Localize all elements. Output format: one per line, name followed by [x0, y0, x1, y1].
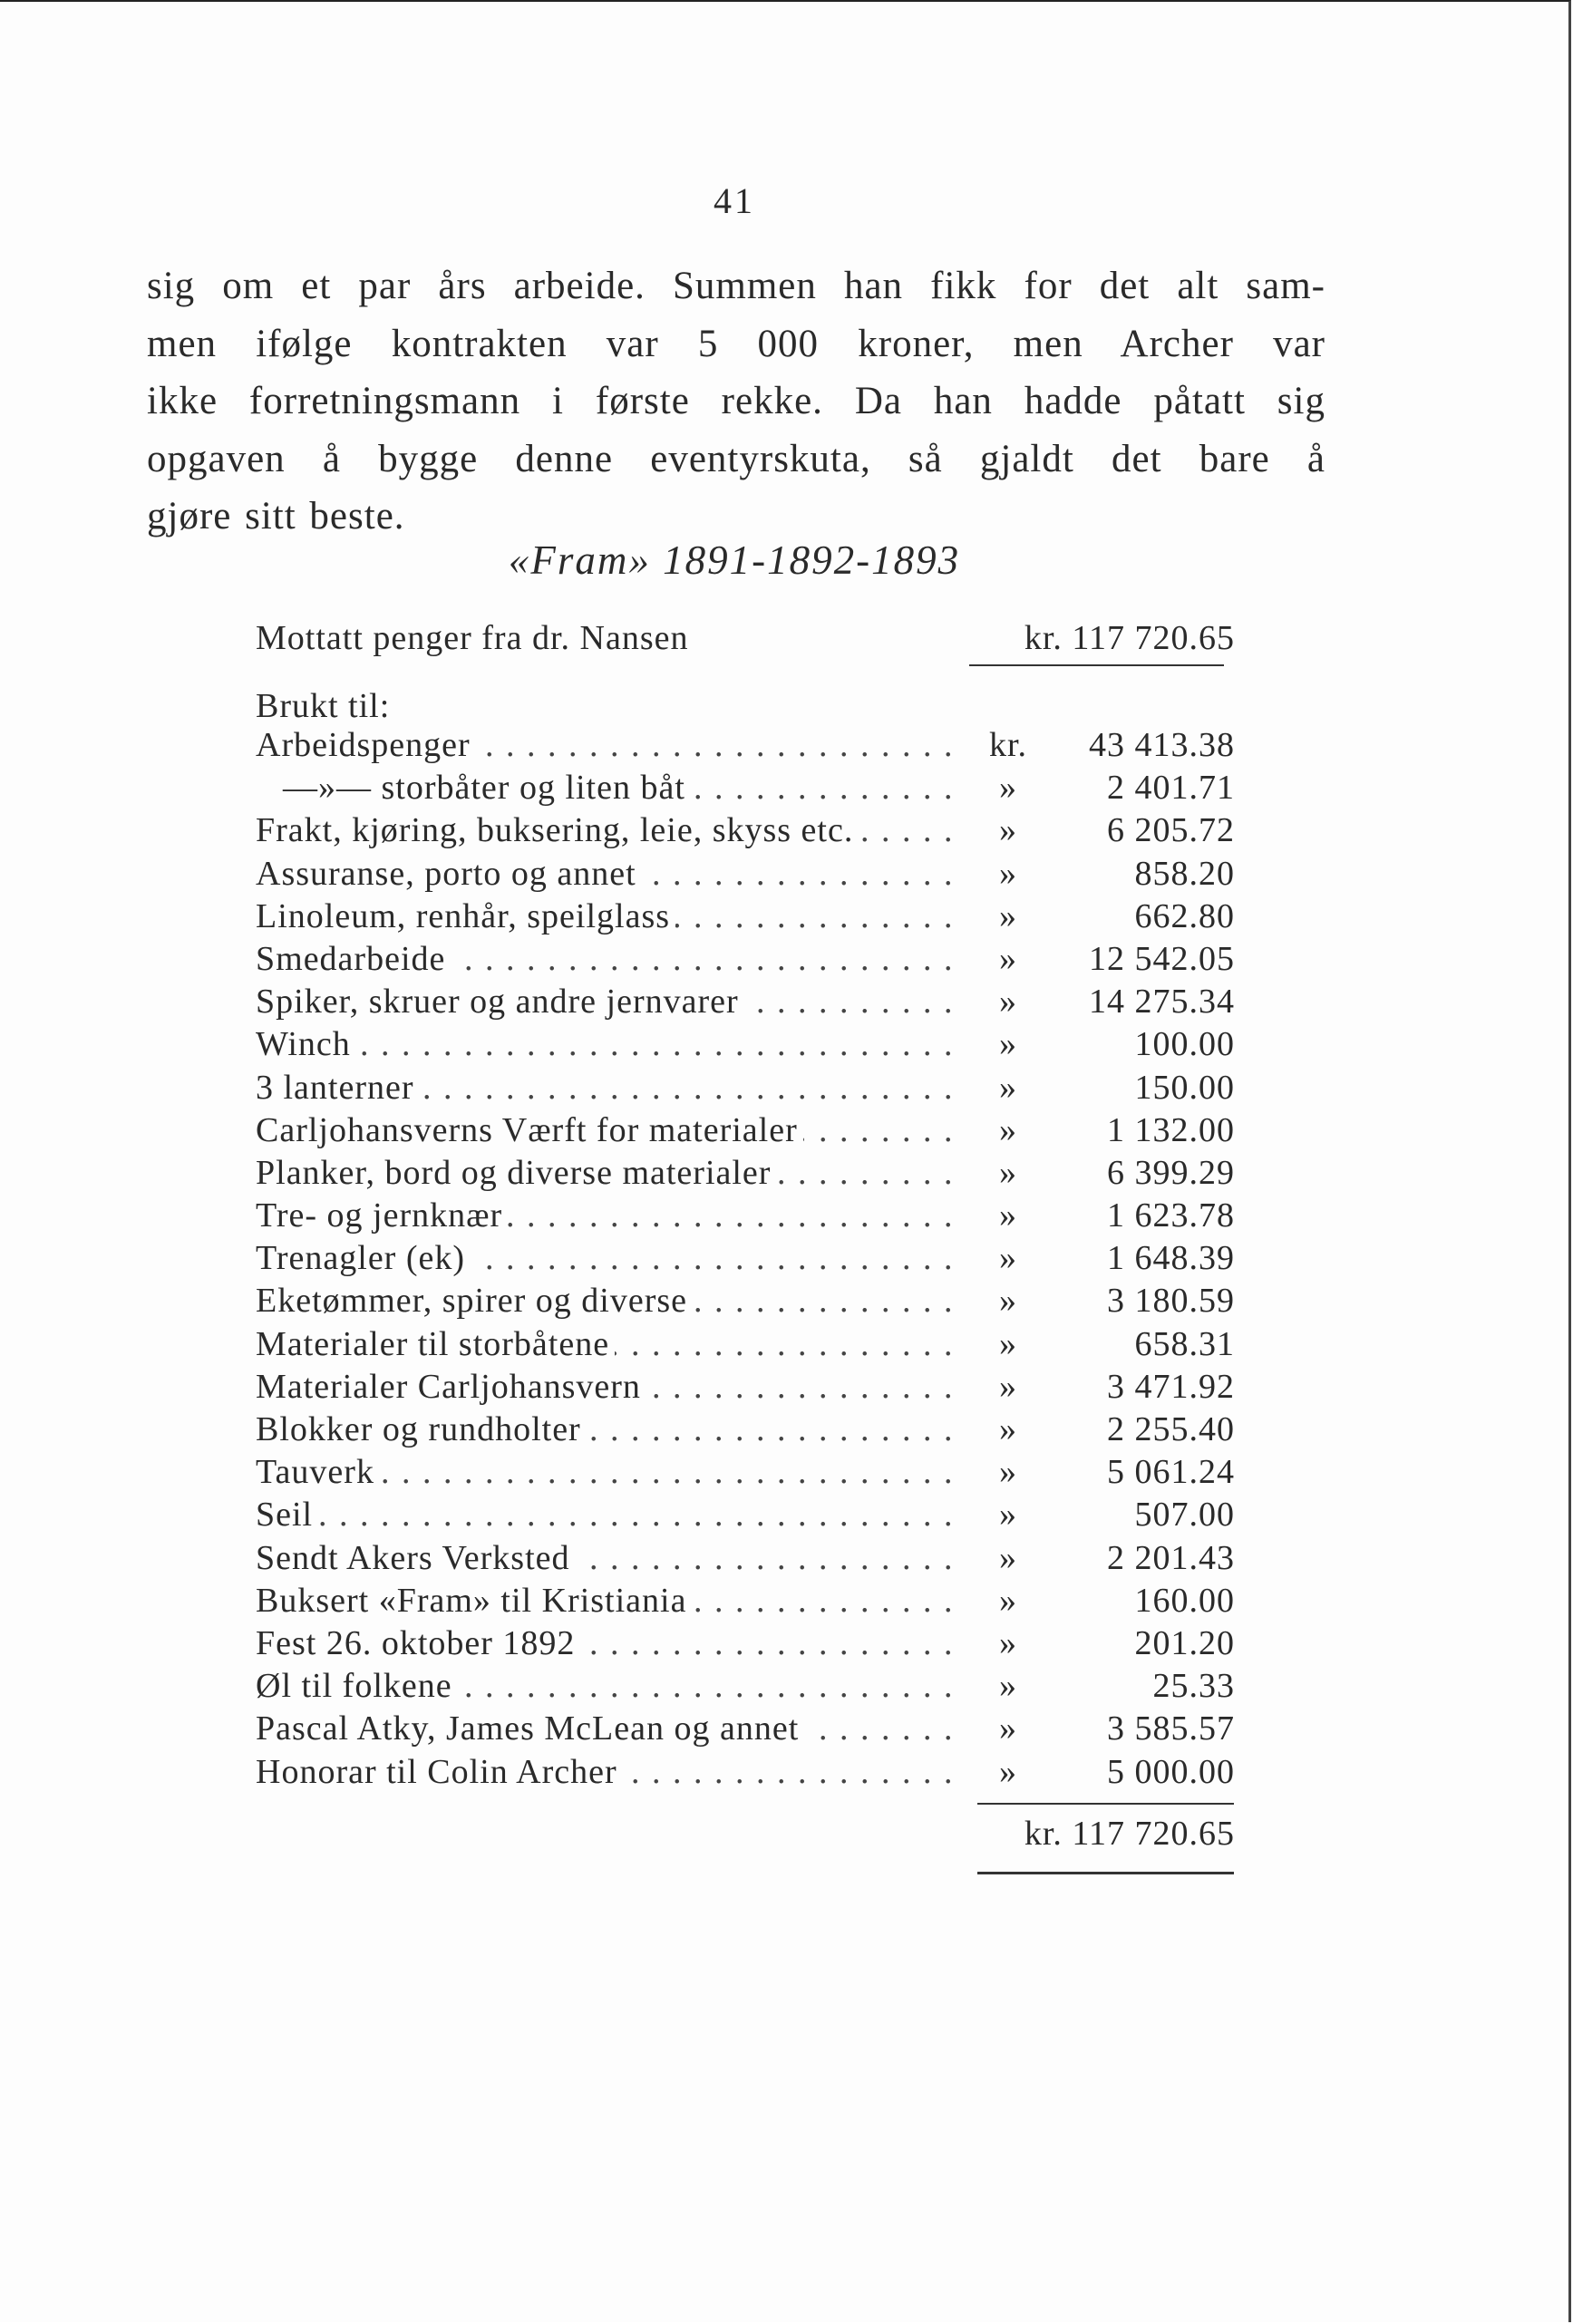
ledger-description	[256, 1323, 950, 1366]
ledger-currency: »	[999, 1496, 1017, 1535]
ledger-description	[256, 1237, 950, 1280]
ledger-description	[256, 981, 950, 1023]
ledger-currency: kr.	[988, 726, 1028, 764]
ledger-currency: »	[999, 1025, 1017, 1064]
ledger-description	[256, 724, 950, 767]
ledger-currency: »	[999, 1623, 1017, 1662]
ledger-amount: 5 061.24	[1107, 1453, 1235, 1492]
paragraph-line: men ifølge kontrakten var 5 000 kroner, men Archer var	[147, 322, 1325, 365]
ledger-amount: 507.00	[1134, 1496, 1235, 1535]
ledger-row	[256, 1708, 1235, 1750]
ledger-row	[256, 1109, 1235, 1152]
ledger-description-text: 3 lanterner	[256, 1069, 420, 1107]
ledger-description-text: —»— storbåter og liten båt	[256, 769, 691, 807]
ledger-currency: »	[999, 769, 1017, 808]
ledger-currency: »	[999, 1110, 1017, 1149]
ledger-currency: »	[999, 939, 1017, 978]
ledger-amount: 43 413.38	[1089, 726, 1235, 764]
ledger-amount: 100.00	[1134, 1025, 1235, 1064]
ledger-row	[256, 1409, 1235, 1451]
ledger-description	[256, 1665, 950, 1708]
ledger-description	[256, 809, 950, 852]
ledger-currency: »	[999, 1538, 1017, 1577]
received-row	[256, 618, 1235, 669]
ledger-description-text: Eketømmer, spirer og diverse	[256, 1282, 693, 1320]
ledger-row	[256, 1023, 1235, 1066]
ledger-total: kr. 117 720.65	[1024, 1815, 1235, 1853]
ledger-currency: »	[999, 1581, 1017, 1620]
ledger-currency: »	[999, 1709, 1017, 1748]
received-label: Mottatt penger fra dr. Nansen	[256, 619, 689, 657]
ledger-currency: »	[999, 1068, 1017, 1107]
ledger-description	[256, 1622, 950, 1665]
ledger-amount: 12 542.05	[1089, 939, 1235, 978]
ledger-description	[256, 896, 950, 938]
ledger-currency: »	[999, 1752, 1017, 1791]
ledger-description	[256, 767, 950, 809]
paragraph-line: sig om et par års arbeide. Summen han fikk for det alt sam-	[147, 265, 1325, 307]
ledger-description-text: Planker, bord og diverse materialer	[256, 1154, 776, 1192]
ledger-currency: »	[999, 1667, 1017, 1706]
ledger-row	[256, 896, 1235, 938]
ledger-row	[256, 767, 1235, 809]
sum-double-rule	[977, 1872, 1234, 1874]
ledger-description	[256, 1451, 950, 1494]
ledger-row	[256, 1366, 1235, 1409]
ledger-description-text: Trenagler (ek)	[256, 1239, 471, 1277]
ledger-description	[256, 853, 950, 896]
expenses-label: Brukt til:	[256, 687, 391, 725]
ledger-row	[256, 938, 1235, 981]
ledger-description-text: Øl til folkene	[256, 1667, 458, 1705]
ledger-description	[256, 1067, 950, 1109]
ledger-currency: »	[999, 854, 1017, 893]
ledger-row	[256, 1195, 1235, 1237]
ledger-amount: 2 201.43	[1107, 1538, 1235, 1577]
section-heading: «Fram» 1891-1892-1893	[508, 537, 961, 583]
ledger-description	[256, 1494, 950, 1536]
paragraph-line: gjøre sitt beste.	[147, 495, 405, 537]
ledger-description-text: Buksert «Fram» til Kristiania	[256, 1582, 692, 1620]
ledger-amount: 858.20	[1134, 854, 1235, 893]
ledger-description	[256, 1152, 950, 1195]
ledger-amount: 3 471.92	[1107, 1367, 1235, 1406]
ledger-amount: 5 000.00	[1107, 1752, 1235, 1791]
ledger-currency: »	[999, 1453, 1017, 1492]
ledger-row	[256, 981, 1235, 1023]
ledger-description	[256, 1751, 950, 1794]
ledger-description	[256, 1409, 950, 1451]
ledger-row	[256, 1451, 1235, 1494]
ledger-row	[256, 853, 1235, 896]
ledger-currency: »	[999, 811, 1017, 850]
ledger-currency: »	[999, 1196, 1017, 1235]
ledger-row	[256, 1751, 1235, 1794]
ledger-description	[256, 938, 950, 981]
ledger-description-text: Frakt, kjøring, buksering, leie, skyss etc.	[256, 811, 859, 849]
body-paragraph	[147, 257, 1325, 546]
ledger-row	[256, 1665, 1235, 1708]
ledger-description-text: Carljohansverns Værft for materialer	[256, 1111, 803, 1149]
ledger-row	[256, 1067, 1235, 1109]
ledger-description-text: Tre- og jernknær	[256, 1196, 508, 1235]
ledger-description	[256, 1580, 950, 1622]
ledger-row	[256, 1494, 1235, 1536]
ledger-amount: 150.00	[1134, 1068, 1235, 1107]
ledger-row	[256, 1323, 1235, 1366]
expense-ledger	[256, 724, 1235, 1794]
ledger-description-text: Winch	[256, 1025, 356, 1063]
ledger-description-text: Materialer Carljohansvern	[256, 1368, 646, 1406]
ledger-amount: 14 275.34	[1089, 983, 1235, 1022]
paragraph-line: opgaven å bygge denne eventyrskuta, så gjaldt det bare å	[147, 437, 1325, 480]
ledger-currency: »	[999, 1153, 1017, 1192]
ledger-description-text: Materialer til storbåtene	[256, 1325, 615, 1363]
ledger-amount: 1 648.39	[1107, 1239, 1235, 1278]
ledger-description-text: Smedarbeide	[256, 940, 451, 978]
ledger-description-text: Blokker og rundholter	[256, 1410, 587, 1448]
ledger-row	[256, 1237, 1235, 1280]
sum-rule	[977, 1803, 1234, 1805]
ledger-currency: »	[999, 1239, 1017, 1278]
ledger-amount: 201.20	[1134, 1623, 1235, 1662]
ledger-description-text: Fest 26. oktober 1892	[256, 1624, 580, 1662]
ledger-description-text: Assuranse, porto og annet	[256, 855, 642, 893]
ledger-amount: 160.00	[1134, 1581, 1235, 1620]
ledger-amount: 662.80	[1134, 896, 1235, 935]
ledger-amount: 3 180.59	[1107, 1282, 1235, 1321]
ledger-row	[256, 724, 1235, 767]
ledger-row	[256, 1280, 1235, 1322]
ledger-description-text: Sendt Akers Verksted	[256, 1539, 576, 1577]
ledger-amount: 6 205.72	[1107, 811, 1235, 850]
ledger-description-text: Tauverk	[256, 1453, 380, 1491]
ledger-amount: 2 401.71	[1107, 769, 1235, 808]
ledger-currency: »	[999, 1367, 1017, 1406]
ledger-amount: 1 623.78	[1107, 1196, 1235, 1235]
ledger-row	[256, 1537, 1235, 1580]
ledger-description	[256, 1023, 950, 1066]
paragraph-line: ikke forretningsmann i første rekke. Da han hadde påtatt sig	[147, 380, 1325, 422]
ledger-amount: 3 585.57	[1107, 1709, 1235, 1748]
ledger-currency: »	[999, 1410, 1017, 1448]
ledger-description	[256, 1109, 950, 1152]
ledger-description	[256, 1280, 950, 1322]
ledger-description-text: Spiker, skruer og andre jernvarer	[256, 983, 744, 1021]
ledger-description-text: Honorar til Colin Archer	[256, 1753, 623, 1791]
ledger-row	[256, 1622, 1235, 1665]
ledger-description-text: Linoleum, renhår, speilglass	[256, 897, 675, 935]
ledger-row	[256, 1152, 1235, 1195]
page-number: 41	[714, 180, 755, 221]
ledger-description-text: Pascal Atky, James McLean og annet	[256, 1709, 804, 1748]
ledger-description	[256, 1366, 950, 1409]
ledger-currency: »	[999, 1282, 1017, 1321]
ledger-amount: 25.33	[1152, 1667, 1235, 1706]
ledger-currency: »	[999, 1324, 1017, 1363]
ledger-amount: 658.31	[1134, 1324, 1235, 1363]
ledger-currency: »	[999, 896, 1017, 935]
ledger-description-text: Arbeidspenger	[256, 726, 476, 764]
ledger-description	[256, 1708, 950, 1750]
ledger-amount: 2 255.40	[1107, 1410, 1235, 1448]
ledger-amount: 6 399.29	[1107, 1153, 1235, 1192]
ledger-row	[256, 809, 1235, 852]
ledger-currency: »	[999, 983, 1017, 1022]
divider-rule	[969, 664, 1224, 666]
received-amount: kr. 117 720.65	[1024, 619, 1235, 657]
ledger-amount: 1 132.00	[1107, 1110, 1235, 1149]
ledger-description	[256, 1537, 950, 1580]
ledger-row	[256, 1580, 1235, 1622]
ledger-description-text: Seil	[256, 1496, 318, 1534]
ledger-description	[256, 1195, 950, 1237]
